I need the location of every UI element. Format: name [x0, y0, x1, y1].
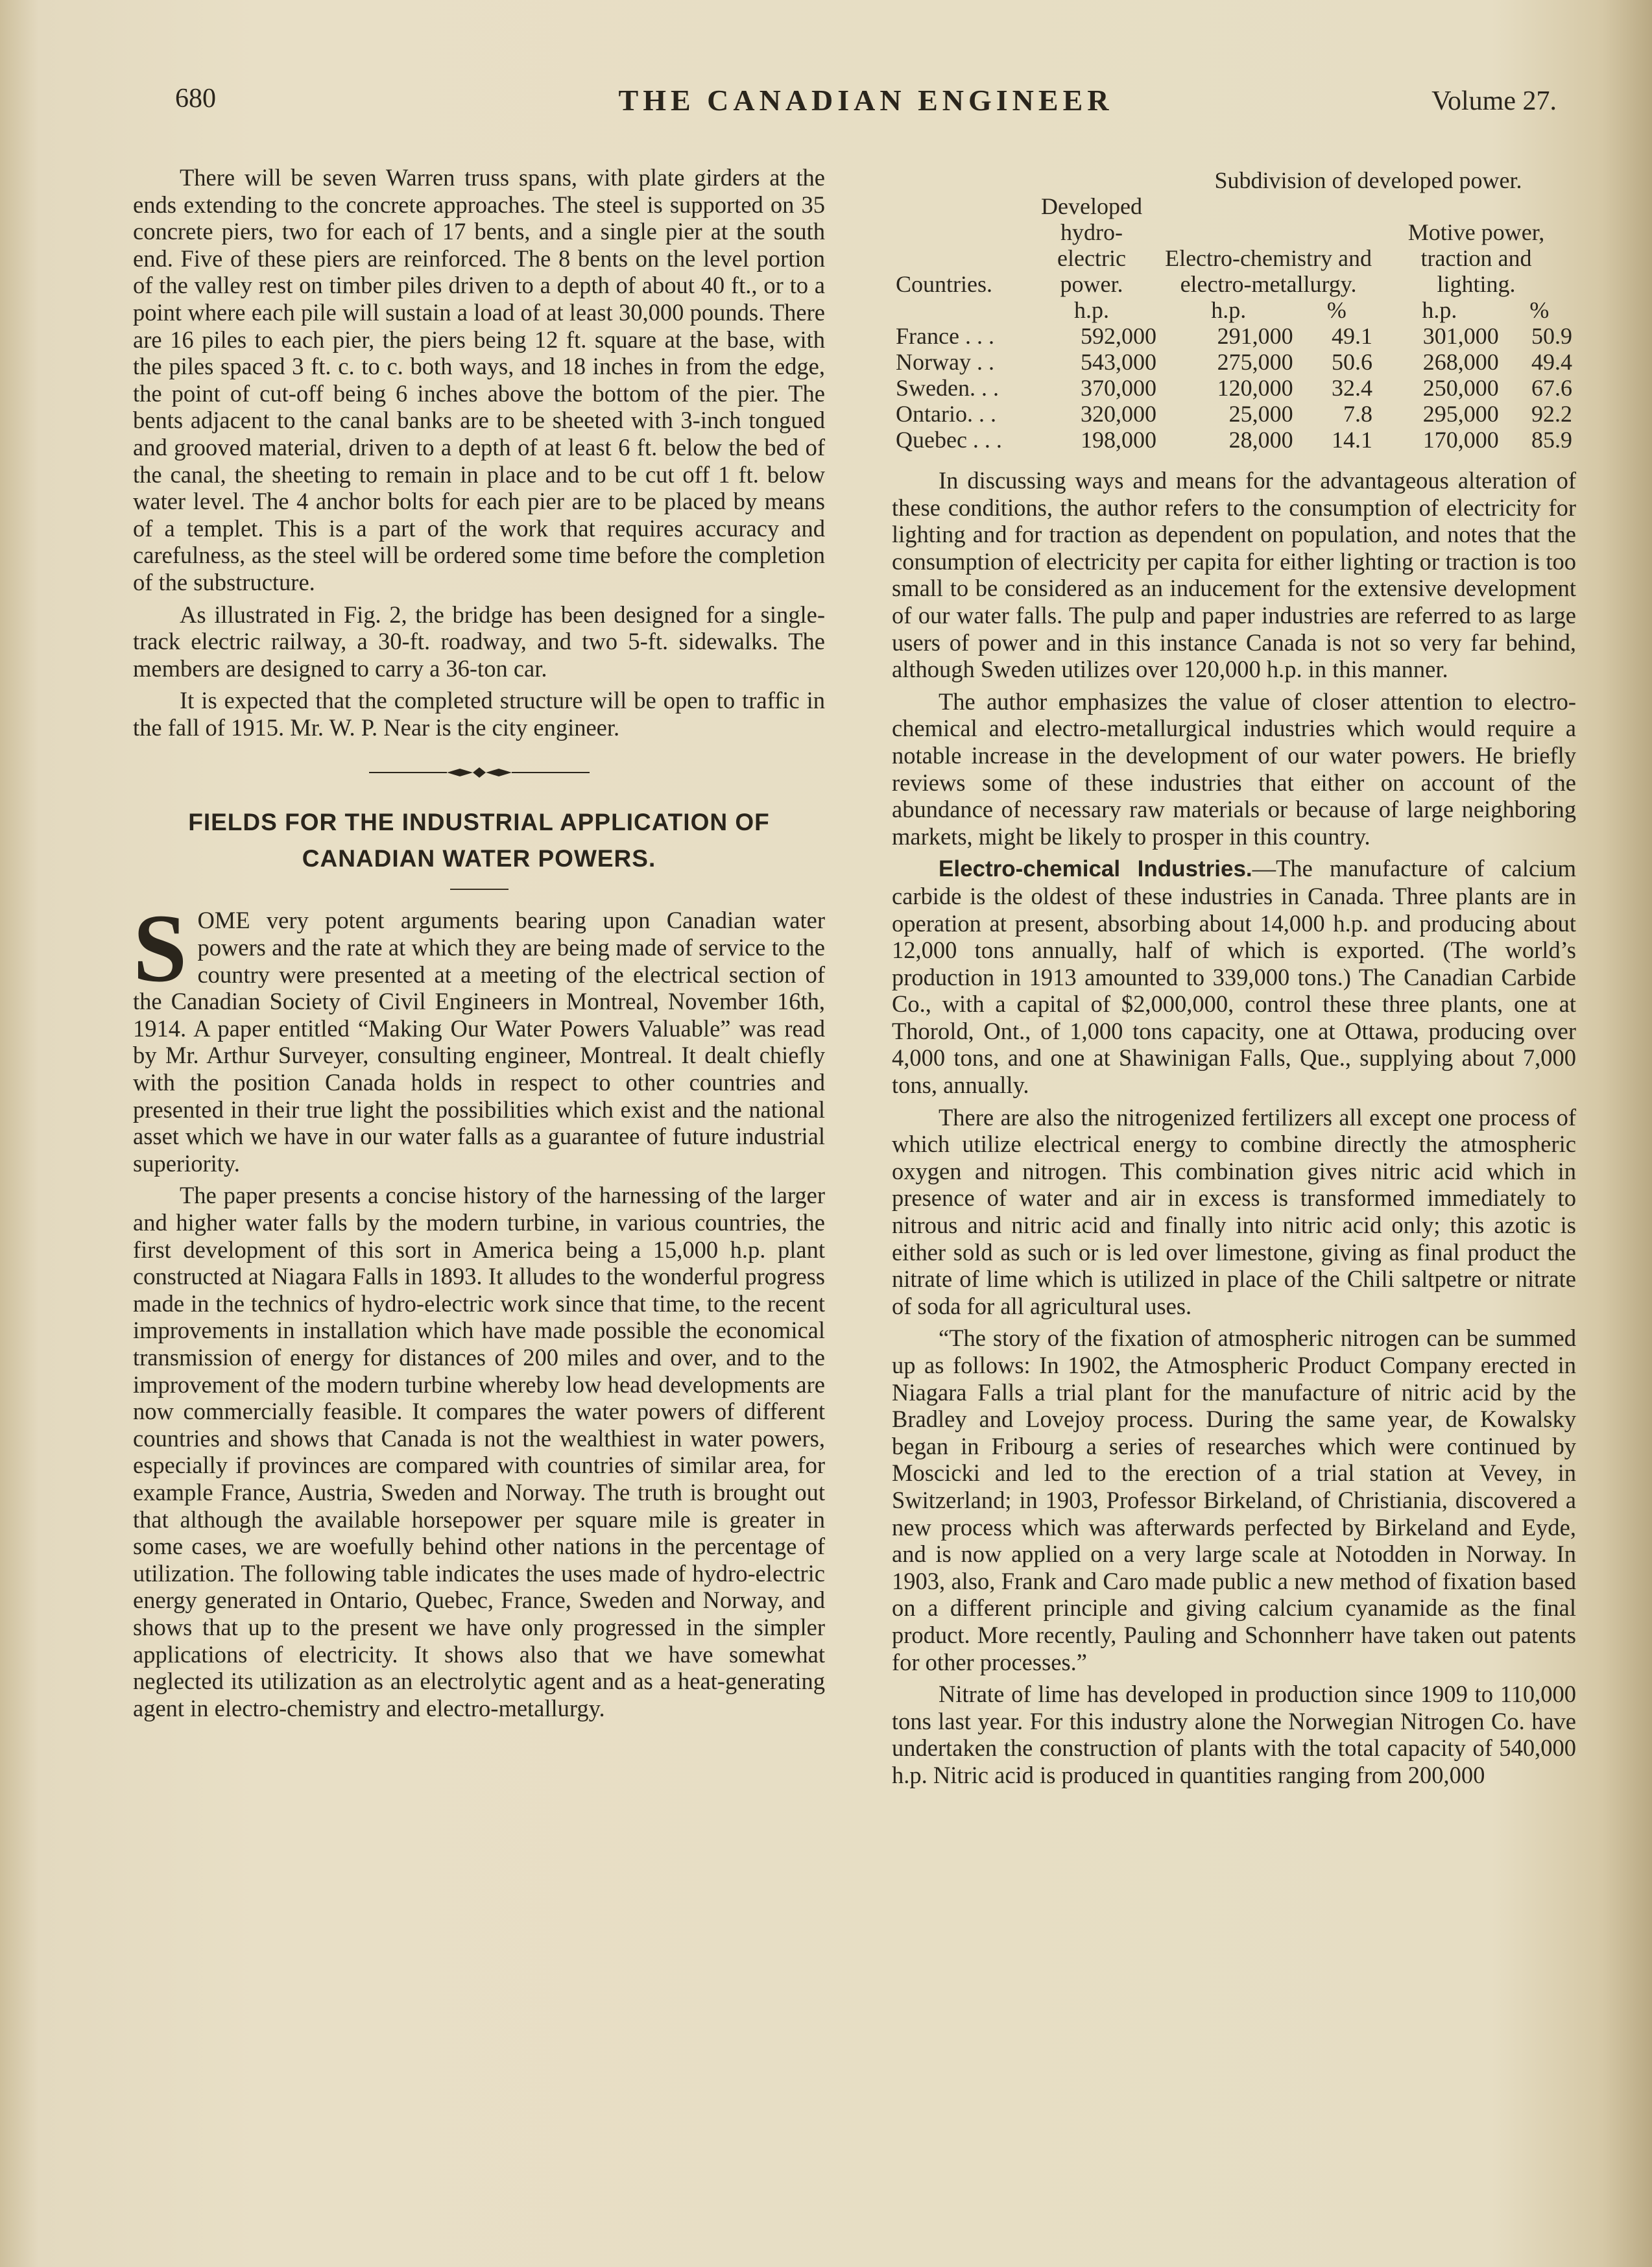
table-units-row: [892, 297, 1576, 323]
row-motive-pct: 85.9: [1531, 427, 1572, 453]
unit-motive-hp: h.p.: [1422, 297, 1457, 323]
row-electro-hp: 28,000: [1228, 427, 1293, 453]
row-motive-hp: 268,000: [1422, 349, 1499, 375]
carbide-paragraph-text: —The manufacture of calcium carbide is the oldest of these industries in Canada. Three plants are in operation at present, absorbing about 14,000 h.p. and producing about 12,000 tons annually, half of which is exported. (The world’s production in 1913 amounted to 339,000 tons.) The Canadian Carbide Co., with a capital of $2,000,000, control these three plants, one at Thorold, Ont., of 1,000 tons capacity, one at Ottawa, producing over 4,000 tons, and one at Shawinigan Falls, Que., supplying about 7,000 tons, annually.: [892, 855, 1576, 1099]
row-motive-pct: 50.9: [1531, 323, 1572, 349]
unit-electro-pct: %: [1326, 297, 1347, 323]
left-column: [133, 164, 825, 1727]
lead-paragraph-text: OME very potent arguments bearing upon Canadian water powers and the rate at which they are being made of service to the country were presented at a meeting of the electrical section of the Canadian Society of Civil Engineers in Montreal, November 16th, 1914. A paper entitled “Making Our Water Powers Valuable” was read by Mr. Arthur Surveyer, consulting engineer, Montreal. It dealt chiefly with the position Canada holds in respect to other countries and presented in their true light the possibilities which exist and the national asset which we have in our water falls as a guarantee of future industrial superiority.: [133, 907, 825, 1177]
table-head-countries: Countries.: [896, 271, 992, 297]
table-row: [892, 349, 1576, 375]
row-electro-hp: 275,000: [1217, 349, 1293, 375]
fertilizer-paragraph: There are also the nitrogenized fertilizers all except one process of which utilize electrical energy to combine directly the atmospheric oxygen and nitrogen. This combination gives nitric acid which in presence of water and air in excess is transformed immediately to nitrous and nitric acid and finally into nitric acid only; this azotic is either sold as such or is led over limestone, giving as final product the nitrate of lime which is utilized in place of the Chili saltpetre or nitrate of soda for all agricultural uses.: [892, 1103, 1576, 1319]
row-motive-hp: 170,000: [1422, 427, 1499, 453]
journal-title: THE CANADIAN ENGINEER: [618, 84, 1114, 117]
table-head-motive: Motive power, traction and lighting.: [1407, 219, 1545, 297]
table-head-electro: Electro-chemistry and electro-metallurgy.: [1165, 245, 1372, 297]
row-electro-pct: 50.6: [1332, 349, 1373, 375]
lead-paragraph: [133, 894, 825, 1177]
table-head-subdivision: Subdivision of developed power.: [1214, 167, 1522, 193]
drop-cap: S: [133, 894, 187, 1003]
row-developed: 543,000: [1081, 349, 1156, 375]
table-row: [892, 401, 1576, 427]
bridge-paragraph-2: As illustrated in Fig. 2, the bridge has been designed for a single-track electric railway, a 30-ft. roadway, and two 5-ft. sidewalks. The members are designed to carry a 36-ton car.: [133, 601, 825, 682]
table-row: [892, 375, 1576, 401]
row-country: Sweden. . .: [896, 375, 999, 401]
volume-label: Volume 27.: [1431, 86, 1557, 116]
row-country: Norway . .: [896, 349, 994, 375]
table-row: [892, 427, 1576, 453]
row-electro-pct: 7.8: [1343, 401, 1373, 427]
row-motive-hp: 301,000: [1422, 323, 1499, 349]
table-head-developed: Developed hydro-electric power.: [1041, 193, 1142, 297]
page-header: [175, 83, 1557, 128]
row-electro-hp: 291,000: [1217, 323, 1293, 349]
industries-paragraph: The author emphasizes the value of closer attention to electro-chemical and electro-metallurgical industries which would require a notable increase in the development of our water powers. He briefly reviews some of these industries that either on account of the abundance of necessary raw materials or because of large neighboring markets, might be likely to prosper in this country.: [892, 688, 1576, 850]
row-country: France . . .: [896, 323, 994, 349]
unit-electro-hp: h.p.: [1211, 297, 1247, 323]
article-title-line-2: CANADIAN WATER POWERS.: [302, 845, 656, 872]
row-electro-pct: 32.4: [1332, 375, 1373, 401]
unit-developed-hp: h.p.: [1074, 297, 1109, 323]
page-number: 680: [175, 84, 216, 114]
conditions-paragraph: In discussing ways and means for the advantageous alteration of these conditions, the author refers to the consumption of electricity for lighting and for traction as dependent on population, and notes that the consumption of electricity per capita for either lighting or traction is too small to be considered as an inducement for the extensive development of our water falls. The pulp and paper industries are referred to as large users of power and in this instance Canada is not so very far behind, although Sweden utilizes over 120,000 h.p. in this manner.: [892, 467, 1576, 683]
row-motive-pct: 67.6: [1531, 375, 1572, 401]
nitrate-paragraph: Nitrate of lime has developed in production since 1909 to 110,000 tons last year. For this industry alone the Norwegian Nitrogen Co. have undertaken the construction of plants with the total capacity of 540,000 h.p. Nitric acid is produced in quantities ranging from 200,000: [892, 1681, 1576, 1788]
bridge-paragraph-1: There will be seven Warren truss spans, with plate girders at the ends extending to the concrete approaches. The steel is supported on 35 concrete piers, two for each of 17 bents, and a single pier at the south end. Five of these piers are reinforced. The 8 bents on the level portion of the valley rest on timber piles driven to a depth of about 40 ft., or to a point where each pile will sustain a load of at least 30,000 pounds. There are 16 piles to each pier, the piers being 12 ft. square at the base, with the piles spaced 3 ft. c. to c. both ways, and 18 inches in from the edge, the point of cut-off being 6 inches above the bottom of the pier. The bents adjacent to the canal banks are to be sheeted with 3-inch tongued and grooved material, driven to a depth of at least 6 ft. below the bed of the canal, the sheeting to remain in place and to be cut off 1 ft. below water level. The 4 anchor bolts for each pier are to be placed by means of a templet. This is a part of the work that requires accuracy and carefulness, as the steel will be ordered some time before the completion of the substructure.: [133, 164, 825, 595]
bridge-paragraph-3: It is expected that the completed structure will be open to traffic in the fall of 1915. Mr. W. P. Near is the city engineer.: [133, 687, 825, 741]
row-developed: 370,000: [1081, 375, 1156, 401]
history-paragraph: The paper presents a concise history of the harnessing of the larger and higher water falls by the modern turbine, in various countries, the first development of this sort in America being a 15,000 h.p. plant constructed at Niagara Falls in 1893. It alludes to the wonderful progress made in the technics of hydro-electric work since that time, to the recent improvements in installation which have made possible the economical transmission of energy for distances of 200 miles and over, and to the improvement of the modern turbine whereby low head developments are now commercially feasible. It compares the water powers of different countries and shows that Canada is not the wealthiest in water powers, especially if provinces are compared with countries of similar area, for example France, Austria, Sweden and Norway. The truth is brought out that although the available horsepower per square mile is greater in some cases, we are woefully behind other nations in the percentage of utilization. The following table indicates the uses made of hydro-electric energy generated in Ontario, Quebec, France, Sweden and Norway, and shows that up to the present we have only progressed in the simpler applications of electricity. It shows also that we have somewhat neglected its utilization as an electrolytic agent and as a heat-generating agent in electro-chemistry and electro-metallurgy.: [133, 1182, 825, 1721]
right-column: [892, 167, 1576, 1794]
row-electro-pct: 49.1: [1332, 323, 1373, 349]
table-row: [892, 323, 1576, 349]
row-electro-pct: 14.1: [1332, 427, 1373, 453]
row-motive-hp: 295,000: [1422, 401, 1499, 427]
article-title-line-1: FIELDS FOR THE INDUSTRIAL APPLICATION OF: [188, 809, 770, 836]
row-electro-hp: 120,000: [1217, 375, 1293, 401]
title-rule: [450, 889, 509, 890]
unit-motive-pct: %: [1529, 297, 1550, 323]
electro-chemical-subhead: Electro-chemical Industries.: [939, 856, 1252, 882]
row-motive-pct: 49.4: [1531, 349, 1572, 375]
section-ornament-icon: [369, 765, 590, 780]
power-table: [892, 167, 1576, 453]
row-electro-hp: 25,000: [1228, 401, 1293, 427]
row-country: Quebec . . .: [896, 427, 1002, 453]
carbide-paragraph: [892, 855, 1576, 1098]
row-developed: 320,000: [1081, 401, 1156, 427]
row-developed: 592,000: [1081, 323, 1156, 349]
row-motive-pct: 92.2: [1531, 401, 1572, 427]
row-developed: 198,000: [1081, 427, 1156, 453]
row-country: Ontario. . .: [896, 401, 996, 427]
table-header-row: [892, 167, 1576, 193]
row-motive-hp: 250,000: [1422, 375, 1499, 401]
nitrogen-story-paragraph: “The story of the fixation of atmospheric nitrogen can be summed up as follows: In 1902, the Atmospheric Product Company erected in Niagara Falls a trial plant for the manufacture of nitric acid by the Bradley and Lovejoy process. During the same year, de Kowalsky began in Fribourg a series of researches which were continued by Moscicki and led to the erection of a trial station at Vevey, in Switzerland; in 1903, Professor Birkeland, of Christiania, discovered a new process which was afterwards perfected by Birkeland and Eyde, and is now applied on a very large scale at Notodden in Norway. In 1903, also, Frank and Caro made public a new method of fixation based on a different principle and giving calcium cyanamide as the final product. More recently, Pauling and Schonnherr have taken out patents for other processes.”: [892, 1325, 1576, 1675]
table-header-row-2: [892, 193, 1576, 297]
